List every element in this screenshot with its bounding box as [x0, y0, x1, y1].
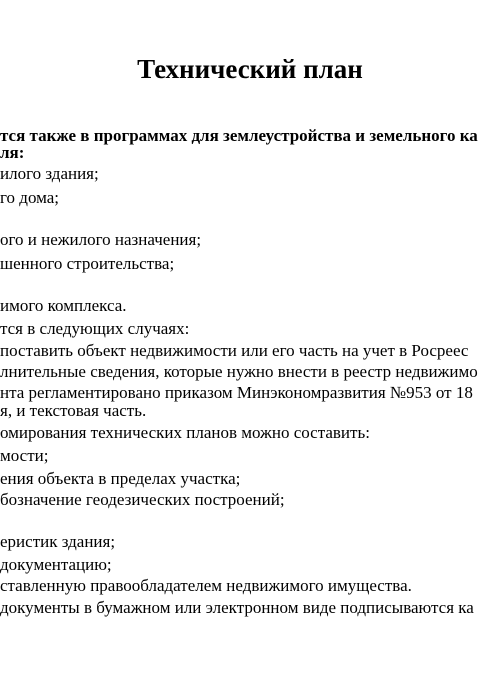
text-line: документацию; [0, 555, 112, 574]
text-line: ого и нежилого назначения; [0, 230, 202, 249]
text-line: нта регламентировано приказом Минэкономразвития №953 от 18 [0, 383, 473, 402]
text-line: я, и текстовая часть. [0, 401, 147, 420]
text-line: тся в следующих случаях: [0, 319, 190, 338]
text-line: ставленную правообладателем недвижимого имущества. [0, 576, 412, 595]
text-line: го дома; [0, 188, 60, 207]
text-line: поставить объект недвижимости или его часть на учет в Росреес [0, 341, 469, 360]
text-line-bold: ля: [0, 143, 25, 162]
text-line-bold: тся также в программах для землеустройства и земельного ка [0, 126, 478, 145]
page-title: Технический план [137, 54, 363, 84]
text-line: еристик здания; [0, 532, 116, 551]
text-line: бозначение геодезических построений; [0, 490, 285, 509]
text-line: лнительные сведения, которые нужно внести в реестр недвижимо [0, 362, 478, 381]
text-line: мости; [0, 446, 49, 465]
text-line: имого комплекса. [0, 296, 127, 315]
text-line: ения объекта в пределах участка; [0, 469, 241, 488]
text-line: омирования технических планов можно составить: [0, 423, 370, 442]
text-line: документы в бумажном или электронном виде подписываются ка [0, 598, 474, 617]
text-line: шенного строительства; [0, 254, 175, 273]
text-line: илого здания; [0, 164, 99, 183]
